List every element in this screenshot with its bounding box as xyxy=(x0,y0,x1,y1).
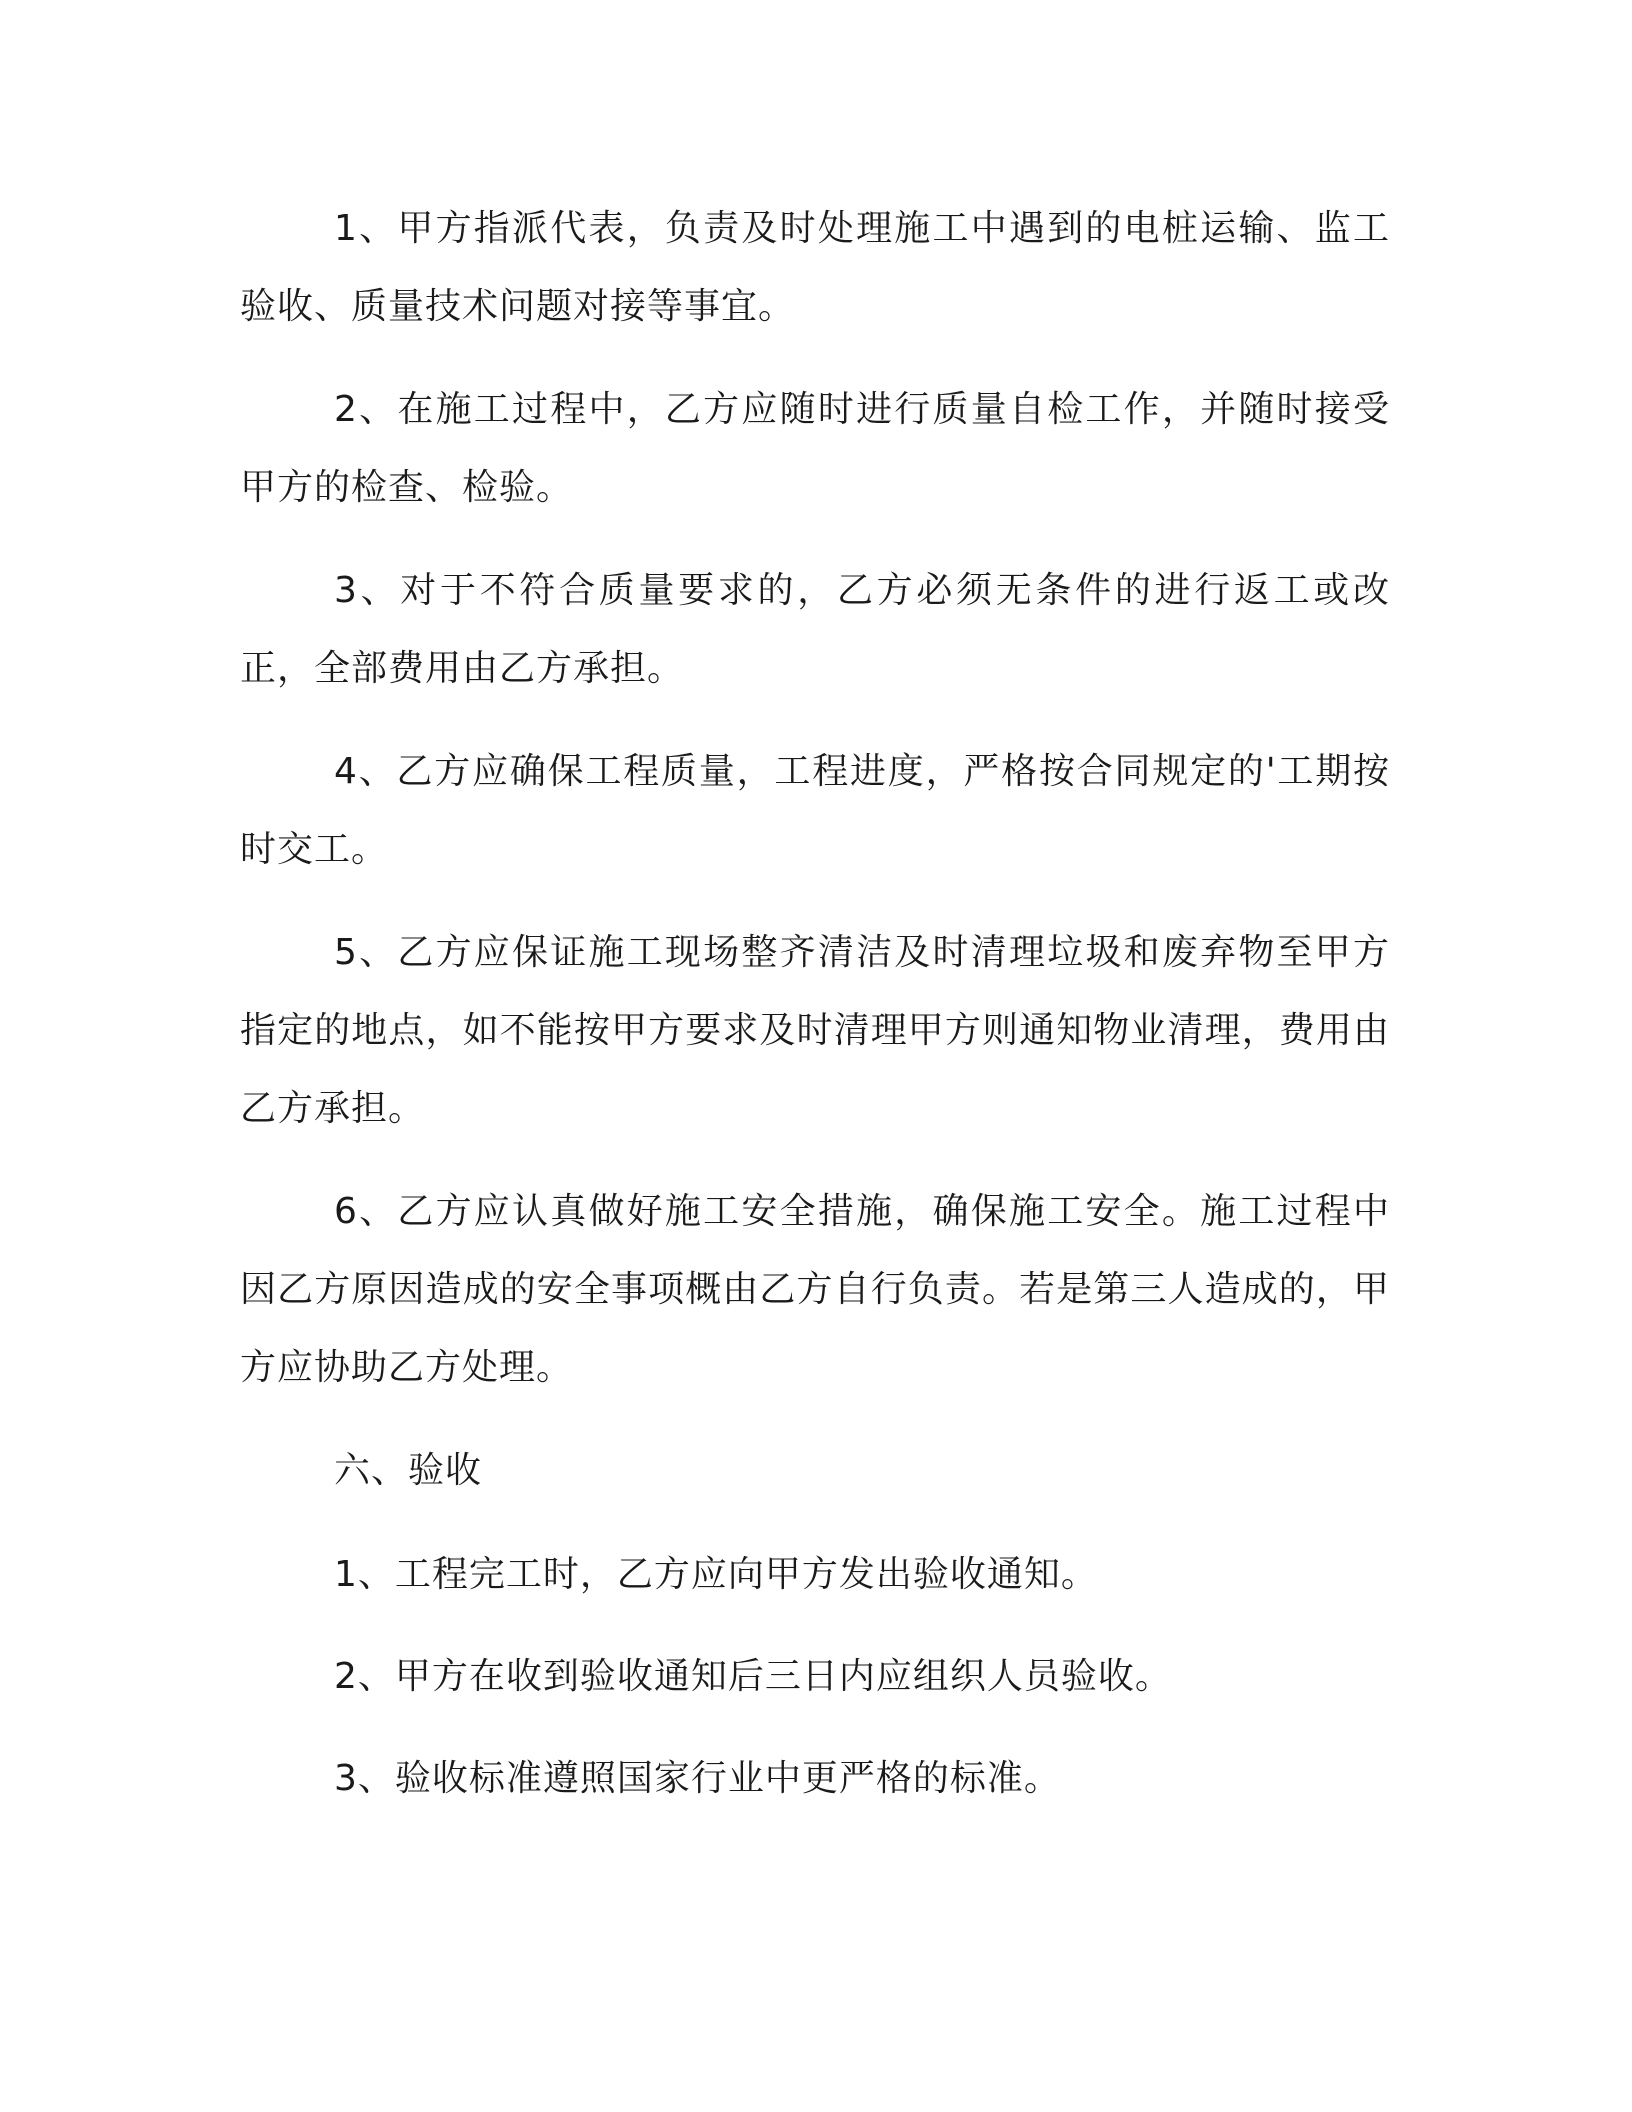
acceptance-clause-3: 3、验收标准遵照国家行业中更严格的标准。 xyxy=(334,1758,1061,1799)
clause-4: 4、乙方应确保工程质量，工程进度，严格按合同规定的'工期按时交工。 xyxy=(240,751,1390,870)
clause-1: 1、甲方指派代表，负责及时处理施工中遇到的电桩运输、监工验收、质量技术问题对接等事宜。 xyxy=(240,208,1390,327)
clause-5: 5、乙方应保证施工现场整齐清洁及时清理垃圾和废弃物至甲方指定的地点，如不能按甲方要求及时清理甲方则通知物业清理，费用由乙方承担。 xyxy=(240,932,1390,1129)
clause-6: 6、乙方应认真做好施工安全措施，确保施工安全。施工过程中因乙方原因造成的安全事项概由乙方自行负责。若是第三人造成的，甲方应协助乙方处理。 xyxy=(240,1191,1390,1388)
clause-2: 2、在施工过程中，乙方应随时进行质量自检工作，并随时接受甲方的检查、检验。 xyxy=(240,389,1390,508)
clause-3: 3、对于不符合质量要求的，乙方必须无条件的进行返工或改正，全部费用由乙方承担。 xyxy=(240,570,1390,689)
acceptance-clause-2: 2、甲方在收到验收通知后三日内应组织人员验收。 xyxy=(334,1656,1172,1697)
document-body xyxy=(240,190,1390,1842)
acceptance-clause-1: 1、工程完工时，乙方应向甲方发出验收通知。 xyxy=(334,1554,1098,1595)
section-heading-acceptance: 六、验收 xyxy=(334,1450,483,1491)
